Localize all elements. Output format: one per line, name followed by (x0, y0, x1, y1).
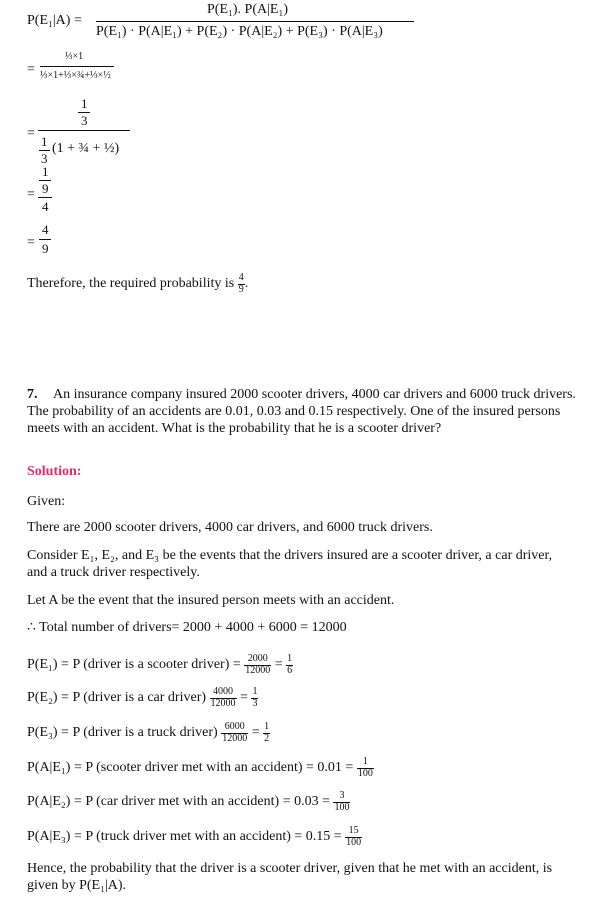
bayes-denominator: P(E₁) · P(A|E₁) + P(E₂) · P(A|E₂) + P(E₃) · P(A|E₃) (96, 24, 383, 39)
pe3-equals: = (251, 725, 260, 741)
step2-den-three: 3 (41, 151, 48, 166)
question-line-1: An insurance company insured 2000 scooter drivers, 4000 car drivers and 6000 truck drivers. (53, 387, 576, 402)
bayes-lhs: P(E₁|A) = (27, 13, 82, 28)
pe2-line (27, 687, 258, 709)
pa1-line (27, 757, 374, 779)
pe2-den: 12000 (210, 697, 236, 709)
solution-p2a: Consider E₁, E₂, and E₃ be the events that the drivers insured are a scooter driver, a car driver, (27, 548, 553, 563)
solution-p3: Let A be the event that the insured person meets with an accident. (27, 593, 395, 608)
solution-heading: Solution: (27, 464, 82, 479)
pe3-num2: 1 (264, 721, 270, 732)
pe2-num2: 1 (252, 686, 258, 697)
pe1-num: 2000 (247, 653, 268, 664)
pa2-fraction (333, 791, 350, 813)
step4-numerator: 4 (42, 222, 49, 237)
pa3-line (27, 826, 362, 848)
solution-p1: There are 2000 scooter drivers, 4000 car drivers, and 6000 truck drivers. (27, 520, 433, 535)
step3-top-den: 9 (42, 181, 49, 196)
step3-equals: = (27, 187, 35, 202)
pe1-line (27, 654, 293, 676)
pe2-simplified (251, 687, 258, 709)
pe3-line (27, 722, 270, 744)
pe1-den2: 6 (287, 664, 293, 676)
solution-given: Given: (27, 494, 66, 509)
pe3-simplified (263, 722, 270, 744)
pe2-num: 4000 (213, 686, 234, 697)
pe1-simplified (286, 654, 293, 676)
conclusion-period: . (244, 276, 249, 292)
step1-denominator: ⅓×1+⅓×¾+⅓×½ (40, 70, 111, 81)
pe2-equals: = (240, 690, 248, 706)
pa2-line (27, 791, 350, 813)
step2-numerator-den: 3 (81, 113, 88, 128)
question-line-3: meets with an accident. What is the probability that he is a scooter driver? (27, 421, 442, 436)
conclusion-den: 9 (238, 283, 244, 295)
conclusion-label: Therefore, the required probability is (27, 276, 235, 292)
step2-den-one: 1 (41, 134, 48, 149)
pe3-den: 12000 (222, 732, 248, 744)
pa1-den: 100 (357, 767, 373, 779)
step3-bottom: 4 (42, 199, 49, 214)
pe1-den: 12000 (245, 664, 271, 676)
question-number: 7. (27, 387, 38, 402)
step1-equals: = (27, 62, 35, 77)
pa2-num: 3 (339, 790, 345, 801)
pa3-fraction (345, 826, 362, 848)
hence-line-a: Hence, the probability that the driver is a scooter driver, given that he met with an accident, is (27, 861, 553, 876)
pe3-den2: 2 (264, 732, 270, 744)
step2-equals: = (27, 126, 35, 141)
pe1-equals: = (274, 657, 283, 673)
step4-denominator: 9 (42, 241, 49, 256)
step3-main-bar (38, 197, 52, 198)
hence-line-b: given by P(E₁|A). (27, 878, 127, 893)
pa3-text: P(A|E₃) = P (truck driver met with an accident) = 0.15 = (27, 829, 342, 845)
pa1-num: 1 (362, 756, 368, 767)
pe1-text: P(E₁) = P (driver is a scooter driver) = (27, 657, 241, 673)
step2-fraction-bar (38, 130, 130, 131)
conclusion-num: 4 (238, 272, 244, 283)
step4-equals: = (27, 235, 35, 250)
pa2-den: 100 (334, 801, 350, 813)
step1-numerator: ⅓×1 (65, 51, 84, 62)
step2-numerator: 1 (81, 96, 88, 111)
solution-p4: ∴ Total number of drivers= 2000 + 4000 + 6000 = 12000 (27, 620, 347, 635)
pa1-fraction (357, 757, 374, 779)
question-line-2: The probability of an accidents are 0.01, 0.03 and 0.15 respectively. One of the insured persons (27, 404, 561, 419)
step3-top: 1 (42, 164, 49, 179)
conclusion-fraction (238, 273, 245, 295)
pe3-text: P(E₃) = P (driver is a truck driver) (27, 725, 218, 741)
pe3-num: 6000 (224, 721, 245, 732)
bayes-fraction-bar (96, 21, 414, 22)
pe3-fraction (221, 722, 248, 744)
pe2-fraction (210, 687, 237, 709)
step4-fraction-bar (39, 239, 51, 240)
pa3-num: 15 (348, 825, 359, 836)
pe2-text: P(E₂) = P (driver is a car driver) (27, 690, 207, 706)
pe2-den2: 3 (252, 697, 258, 709)
pa1-text: P(A|E₁) = P (scooter driver met with an accident) = 0.01 = (27, 760, 354, 776)
pe1-fraction (244, 654, 271, 676)
conclusion-text (27, 273, 248, 295)
pa2-text: P(A|E₂) = P (car driver met with an accident) = 0.03 = (27, 794, 330, 810)
step2-den-paren: (1 + ¾ + ½) (52, 141, 120, 156)
solution-p2b: and a truck driver respectively. (27, 565, 200, 580)
pa3-den: 100 (346, 836, 362, 848)
bayes-numerator: P(E₁). P(A|E₁) (207, 2, 288, 17)
step1-fraction-bar (40, 66, 114, 67)
pe1-num2: 1 (287, 653, 293, 664)
